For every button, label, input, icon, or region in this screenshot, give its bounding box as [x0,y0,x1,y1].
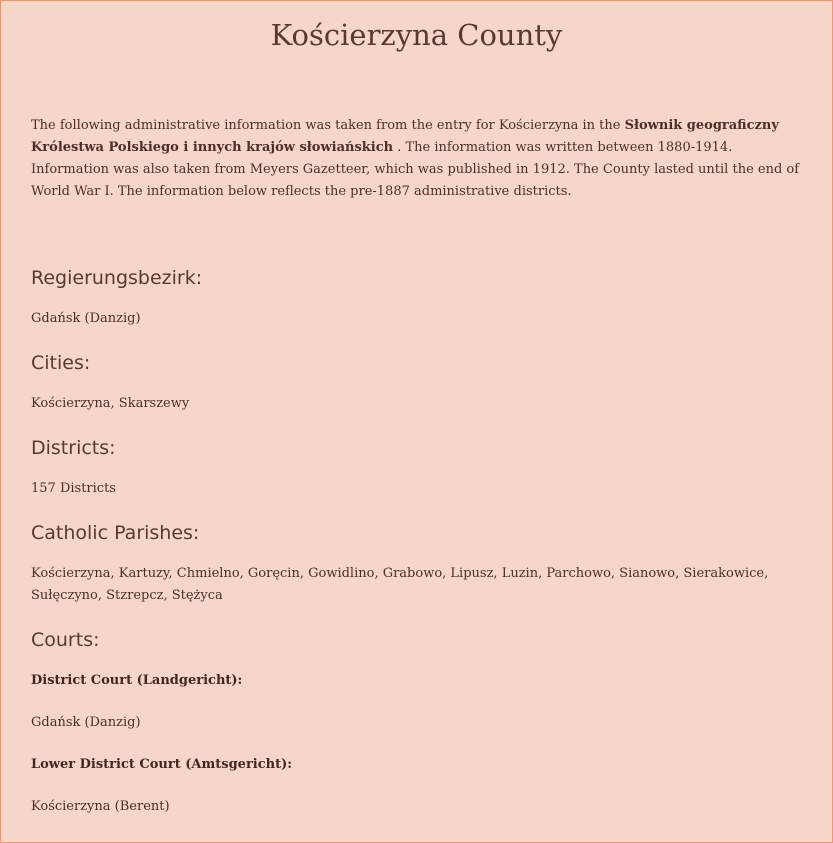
courts-heading: Courts: [31,629,100,651]
districts-heading: Districts: [31,437,116,459]
catholic-parishes-value: Kościerzyna, Kartuzy, Chmielno, Goręcin, Gowidlino, Grabowo, Lipusz, Luzin, Parchowo, Sianowo, Sierakowice, Sułęczyno, Stzrepcz, Stężyca [31,566,769,603]
page-title: Kościerzyna County [270,18,563,52]
regierungsbezirk-heading [31,266,802,290]
district-court-label: District Court (Landgericht): [31,673,243,688]
catholic-parishes-heading: Catholic Parishes: [31,522,200,544]
source-title: Słownik geograficzny Królestwa Polskiego i innych krajów słowiańskich [31,118,779,155]
lower-court-value: Kościerzyna (Berent) [31,799,170,814]
lower-court-label: Lower District Court (Amtsgericht): [31,757,293,772]
intro-paragraph [31,115,802,203]
regierungsbezirk-heading-colon: : [195,267,203,289]
regierungsbezirk-value: Gdańsk (Danzig) [31,311,141,326]
cities-heading: Cities: [31,352,91,374]
regierungsbezirk-heading-text: Regierungsbezirk [31,267,196,289]
intro-text-before: The following administrative information was taken from the entry for Kościerzyna in the [31,118,625,133]
intro-text-after: . The information was written between 1880-1914. Information was also taken from Meyers Gazetteer, which was published in 1912. The County lasted until the end of World War I. The information below reflects the pre-1887 administrative districts. [31,140,800,199]
district-court-value: Gdańsk (Danzig) [31,715,141,730]
cities-value: Kościerzyna, Skarszewy [31,396,190,411]
districts-value: 157 Districts [31,481,116,496]
